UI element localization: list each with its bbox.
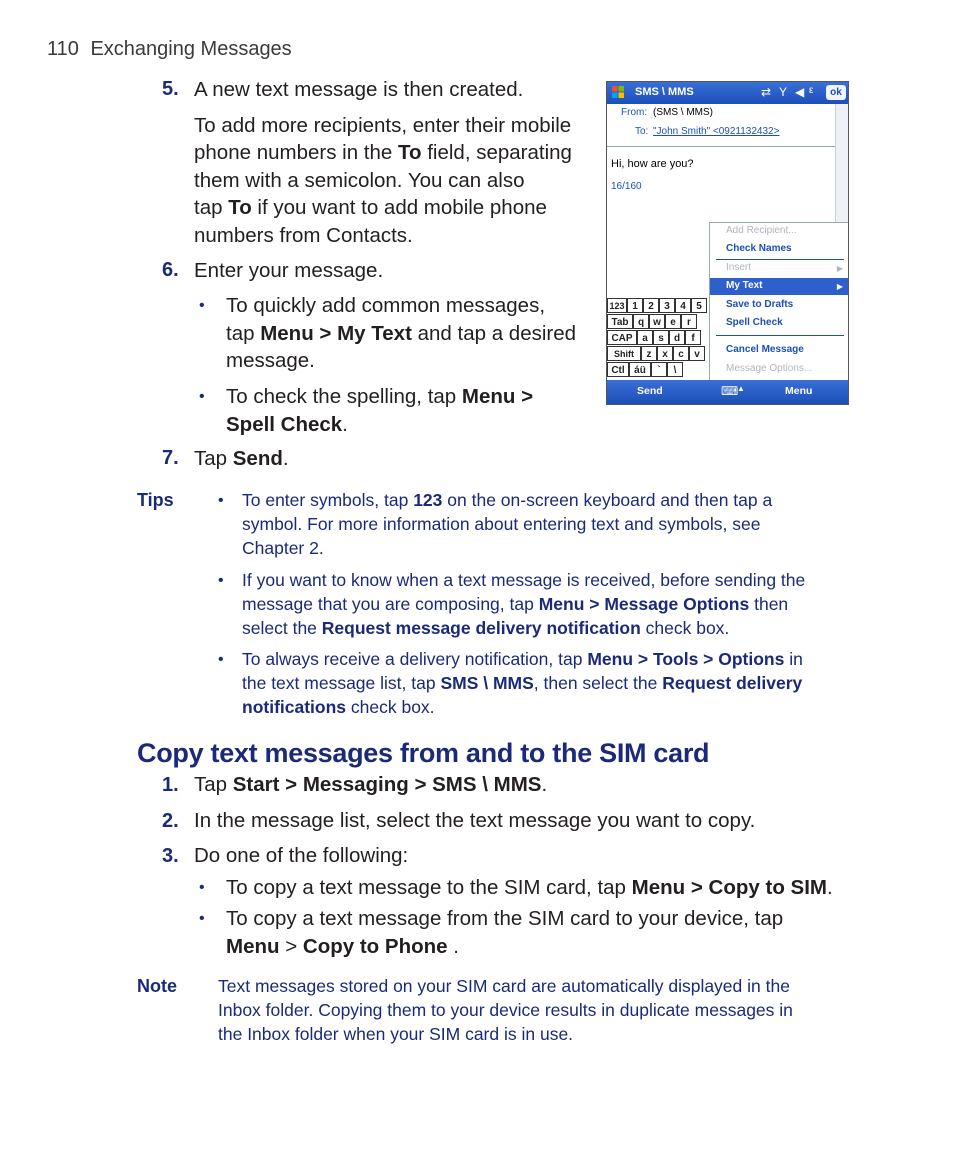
key[interactable]: s xyxy=(653,330,669,345)
scrollbar[interactable] xyxy=(835,104,848,226)
key[interactable]: c xyxy=(673,346,689,361)
battery-icon[interactable]: ε xyxy=(809,85,814,96)
bullet: • xyxy=(218,572,224,589)
step-5-para: To add more recipients, enter their mobile xyxy=(194,113,572,137)
step-number: 7. xyxy=(162,447,179,469)
key[interactable]: ` xyxy=(651,362,667,377)
step-7-text: Tap Send. xyxy=(194,447,289,470)
signal-icon[interactable]: Y xyxy=(779,85,788,99)
bullet: • xyxy=(218,492,224,509)
menu-item-spell-check[interactable]: Spell Check xyxy=(726,317,783,328)
bullet: • xyxy=(199,879,205,896)
volume-icon[interactable]: ◀ xyxy=(795,85,805,99)
running-header xyxy=(47,38,292,61)
bullet: • xyxy=(199,388,205,405)
ok-button[interactable]: ok xyxy=(826,85,846,100)
send-softkey[interactable]: Send xyxy=(637,385,663,397)
step-3-text: Do one of the following: xyxy=(194,844,409,867)
submenu-arrow-icon: ▶ xyxy=(836,282,843,291)
menu-item-check-names[interactable]: Check Names xyxy=(726,243,792,254)
step-6-text: Enter your message. xyxy=(194,259,384,282)
key[interactable]: v xyxy=(689,346,705,361)
key-shift[interactable]: Shift xyxy=(607,346,641,361)
step-5-line: A new text message is then created. xyxy=(194,78,524,101)
to-field[interactable]: To: "John Smith" <0921132432> xyxy=(635,126,780,137)
chapter-title: Exchanging Messages xyxy=(90,38,292,60)
tip-item: To enter symbols, tap 123 on the on-screen keyboard and then tap a symbol. For more information about entering text and symbols, see Chapter 2. xyxy=(242,490,773,558)
step-5-text xyxy=(194,76,599,249)
key[interactable]: z xyxy=(641,346,657,361)
key[interactable]: áü xyxy=(629,362,651,377)
step-5-para: them with a semicolon. You can also xyxy=(194,168,525,192)
key-123[interactable]: 123 xyxy=(607,298,627,313)
bullet-text: To check the spelling, tap Menu > Spell Check. xyxy=(226,385,534,436)
softkey-bar xyxy=(607,380,848,404)
menu-softkey[interactable]: Menu xyxy=(785,385,813,397)
step-5-para: numbers from Contacts. xyxy=(194,223,413,247)
key[interactable]: \ xyxy=(667,362,683,377)
bullet-text: To quickly add common messages, tap Menu > My Text and tap a desired message. xyxy=(226,294,577,372)
tip-item: To always receive a delivery notification, tap Menu > Tools > Options in the text message list, tap SMS \ MMS, then select the Request delivery notifications check box. xyxy=(242,649,803,717)
menu-item-cancel-message[interactable]: Cancel Message xyxy=(726,344,804,355)
step-1-text: Tap Start > Messaging > SMS \ MMS. xyxy=(194,773,548,796)
key-caps[interactable]: CAP xyxy=(607,330,637,345)
key[interactable]: d xyxy=(669,330,685,345)
key-tab[interactable]: Tab xyxy=(607,314,633,329)
key[interactable]: q xyxy=(633,314,649,329)
step-5-para: phone numbers in the To field, separating xyxy=(194,141,572,164)
step-2-text: In the message list, select the text message you want to copy. xyxy=(194,809,756,832)
key[interactable]: f xyxy=(685,330,701,345)
step-number: 2. xyxy=(162,810,179,832)
step-number: 6. xyxy=(162,259,179,281)
menu-item-message-options[interactable]: Message Options... xyxy=(726,363,813,374)
section-heading: Copy text messages from and to the SIM card xyxy=(137,738,710,768)
key[interactable]: 5 xyxy=(691,298,707,313)
note-text: Text messages stored on your SIM card are automatically displayed in the Inbox folder. Copying them to your device results in duplicate messages in the Inbox folder when your SIM card is in use. xyxy=(218,976,793,1044)
step-number: 1. xyxy=(162,774,179,796)
windows-start-icon[interactable] xyxy=(611,85,625,99)
key[interactable]: x xyxy=(657,346,673,361)
step-number: 5. xyxy=(162,78,179,100)
menu-item-add-recipient[interactable]: Add Recipient... xyxy=(726,225,797,236)
menu-item-save-to-drafts[interactable]: Save to Drafts xyxy=(726,299,794,310)
submenu-arrow-icon: ▶ xyxy=(836,264,843,273)
key[interactable]: 1 xyxy=(627,298,643,313)
message-body[interactable]: Hi, how are you? xyxy=(611,158,694,170)
menu-item-insert[interactable]: Insert xyxy=(726,262,752,273)
key[interactable]: 2 xyxy=(643,298,659,313)
bullet: • xyxy=(218,651,224,668)
key[interactable]: 3 xyxy=(659,298,675,313)
key[interactable]: w xyxy=(649,314,665,329)
bullet-text: To copy a text message from the SIM card to your device, tap Menu > Copy to Phone . xyxy=(226,907,784,958)
tip-item: If you want to know when a text message is received, before sending the message that you are composing, tap Menu > Message Options then select the Request message delivery notification check box. xyxy=(242,570,806,638)
note-label: Note xyxy=(137,976,177,996)
connectivity-icon[interactable]: ⇄ xyxy=(761,85,772,99)
header-divider xyxy=(607,146,835,147)
device-title-bar xyxy=(607,82,848,104)
key-ctl[interactable]: Ctl xyxy=(607,362,629,377)
bullet-text: To copy a text message to the SIM card, tap Menu > Copy to SIM. xyxy=(226,876,833,899)
bullet: • xyxy=(199,910,205,927)
menu-divider xyxy=(716,259,844,260)
bullet: • xyxy=(199,297,205,314)
from-field[interactable]: From: (SMS \ MMS) xyxy=(621,107,713,118)
char-counter: 16/160 xyxy=(611,181,642,192)
device-app-title: SMS \ MMS xyxy=(635,86,694,98)
key[interactable]: e xyxy=(665,314,681,329)
step-number: 3. xyxy=(162,845,179,867)
menu-divider xyxy=(716,335,844,336)
keyboard-icon[interactable]: ⌨ xyxy=(721,384,739,398)
menu-item-my-text[interactable]: My Text xyxy=(726,280,763,291)
on-screen-keyboard xyxy=(607,296,711,380)
key[interactable]: 4 xyxy=(675,298,691,313)
step-5-para: tap To if you want to add mobile phone xyxy=(194,196,547,219)
context-menu xyxy=(709,222,849,382)
device-screenshot xyxy=(606,81,849,405)
page-number: 110 xyxy=(47,38,79,60)
key[interactable]: r xyxy=(681,314,697,329)
chevron-up-icon[interactable]: ▲ xyxy=(737,384,745,393)
tips-label: Tips xyxy=(137,490,174,510)
key[interactable]: a xyxy=(637,330,653,345)
